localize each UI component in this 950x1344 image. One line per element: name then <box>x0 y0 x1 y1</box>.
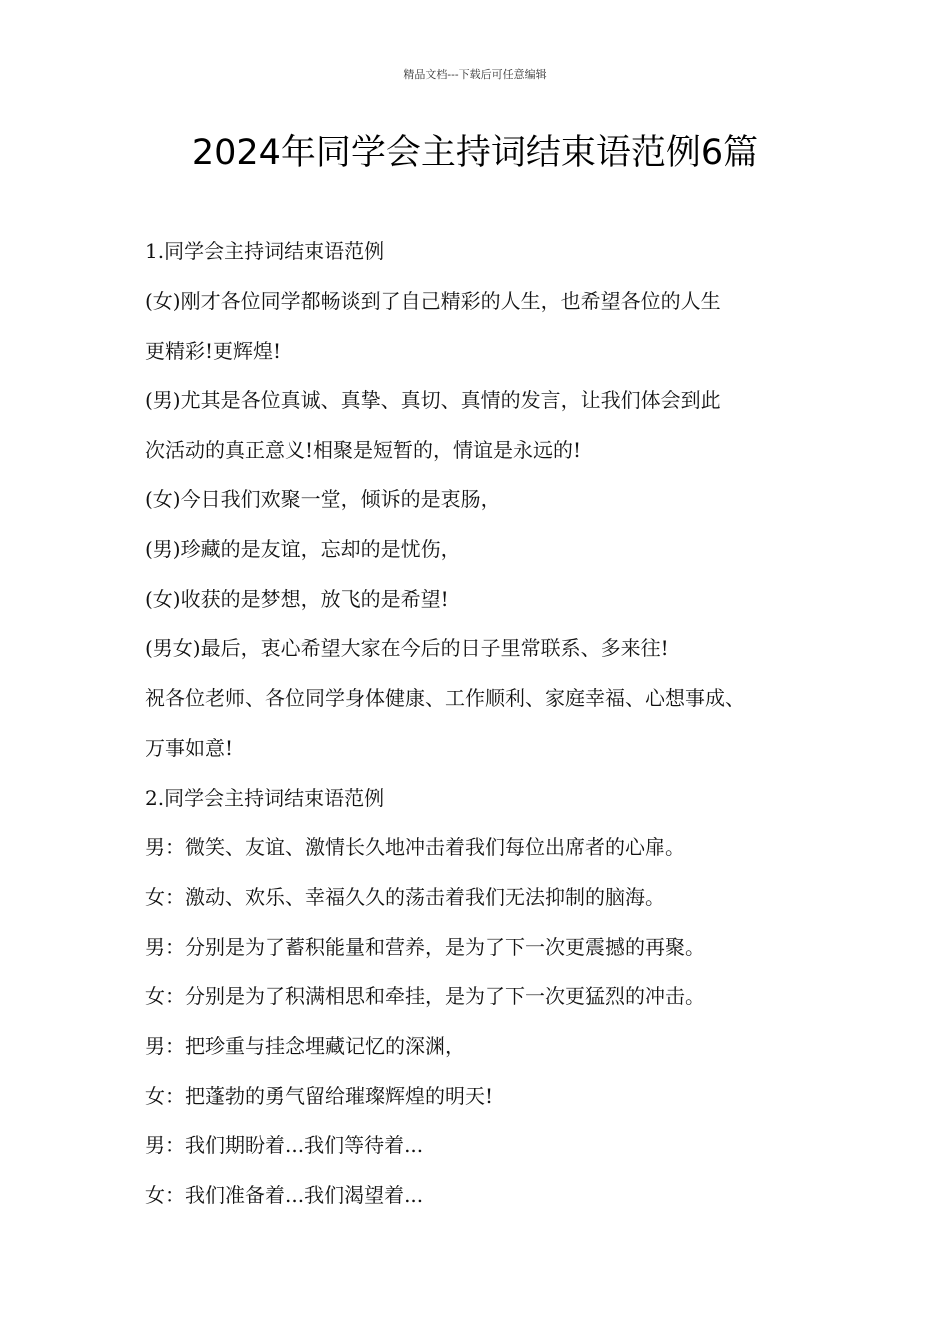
paragraph-line: (女)刚才各位同学都畅谈到了自己精彩的人生，也希望各位的人生 <box>145 289 721 313</box>
paragraph-line: 万事如意! <box>145 736 234 760</box>
document-title: 2024年同学会主持词结束语范例6篇 <box>191 133 759 173</box>
paragraph-line: 女：分别是为了积满相思和牵挂，是为了下一次更猛烈的冲击。 <box>145 984 705 1008</box>
paragraph-line: (男女)最后，衷心希望大家在今后的日子里常联系、多来往! <box>145 636 669 660</box>
paragraph-line: (男)尤其是各位真诚、真挚、真切、真情的发言，让我们体会到此 <box>145 388 721 412</box>
paragraph-line: 女：把蓬勃的勇气留给璀璨辉煌的明天! <box>145 1084 494 1108</box>
paragraph-line: 次活动的真正意义!相聚是短暂的，情谊是永远的! <box>145 438 582 462</box>
paragraph-line: 男：分别是为了蓄积能量和营养，是为了下一次更震撼的再聚。 <box>145 935 705 959</box>
paragraph-line: 女：激动、欢乐、幸福久久的荡击着我们无法抑制的脑海。 <box>145 885 665 909</box>
paragraph-line: 男：把珍重与挂念埋藏记忆的深渊， <box>145 1034 465 1058</box>
paragraph-line: 1.同学会主持词结束语范例 <box>145 239 385 263</box>
paragraph-line: (男)珍藏的是友谊，忘却的是忧伤， <box>145 537 461 561</box>
paragraph-line: 女：我们准备着...我们渴望着... <box>145 1183 424 1207</box>
paragraph-line: (女)今日我们欢聚一堂，倾诉的是衷肠， <box>145 487 501 511</box>
page-header: 精品文档---下载后可任意编辑 <box>403 68 547 81</box>
section-heading: 2.同学会主持词结束语范例 <box>145 786 385 810</box>
paragraph-line: (女)收获的是梦想，放飞的是希望! <box>145 587 449 611</box>
paragraph-line: 更精彩!更辉煌! <box>145 339 282 363</box>
paragraph-line: 祝各位老师、各位同学身体健康、工作顺利、家庭幸福、心想事成、 <box>145 686 745 710</box>
paragraph-line: 男：微笑、友谊、激情长久地冲击着我们每位出席者的心扉。 <box>145 835 685 859</box>
paragraph-line: 男：我们期盼着...我们等待着... <box>145 1133 424 1157</box>
